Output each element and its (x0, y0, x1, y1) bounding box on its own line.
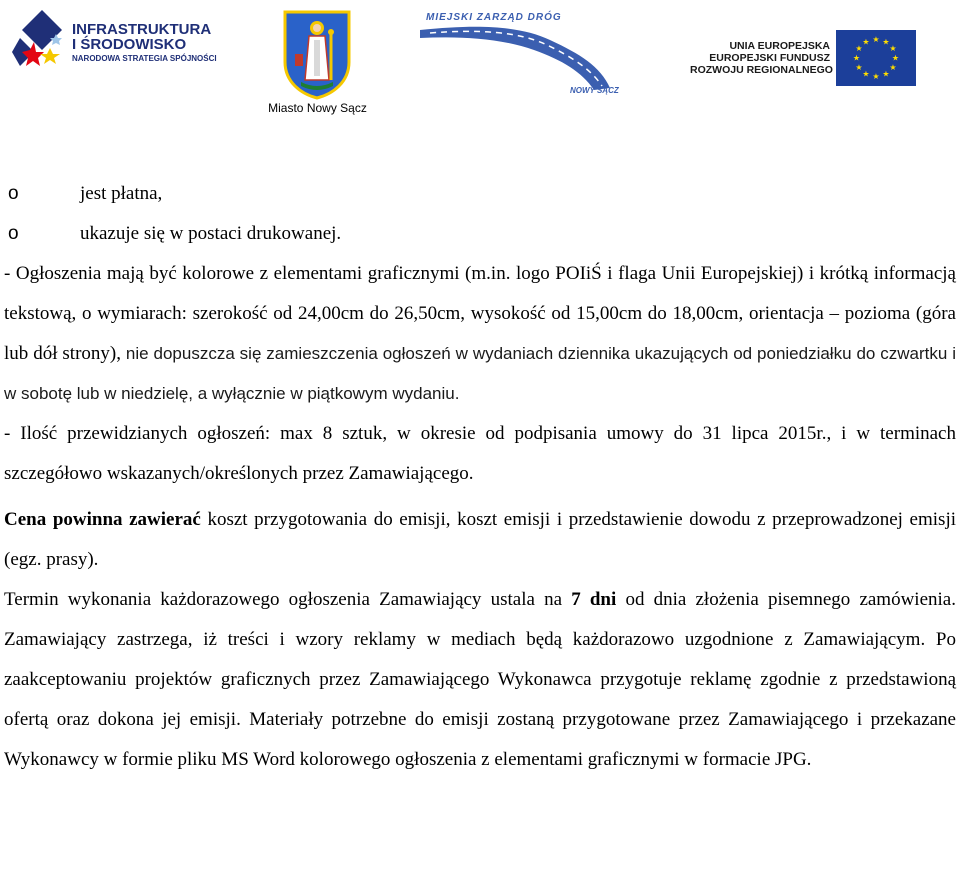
document-body (4, 174, 956, 780)
paragraph-ad-requirements-serif: - Ogłoszenia mają być kolorowe z elementami graficznymi (m.in. logo POIiŚ i flaga Unii Europejskiej) i krótką informacją tekstową, o wymiarach: szerokość od 24,00cm do 26,50cm, wysokość od 15,00cm do 18,00cm, orientacja – pozioma (góra lub dół strony), (4, 263, 956, 364)
mzd-logo-top: MIEJSKI ZARZĄD DRÓG (426, 12, 562, 23)
paragraph-ad-requirements-sans: nie dopuszcza się zamieszczenia ogłoszeń w wydaniach dziennika ukazujących od poniedziałku do czwartku i w sobotę lub w niedzielę, a wyłącznie w piątkowym wydaniu. (4, 344, 956, 403)
poiis-emblem-icon (12, 8, 68, 70)
city-crest-icon (283, 10, 351, 100)
svg-text:★: ★ (882, 37, 890, 47)
svg-text:★: ★ (891, 53, 900, 63)
list-item-text: ukazuje się w postaci drukowanej. (80, 223, 342, 244)
list-item (4, 174, 956, 214)
svg-text:★: ★ (862, 69, 870, 79)
svg-text:★: ★ (882, 69, 890, 79)
svg-text:★: ★ (872, 72, 880, 81)
svg-text:★: ★ (889, 44, 897, 53)
price-bold: Cena powinna zawierać (4, 509, 201, 530)
svg-text:★: ★ (872, 35, 880, 44)
paragraph-deadline (4, 580, 956, 780)
deadline-before: Termin wykonania każdorazowego ogłoszenia Zamawiający ustala na (4, 589, 572, 610)
svg-text:★: ★ (855, 44, 863, 53)
paragraph-ad-requirements (4, 254, 956, 414)
eu-logo-line1: UNIA EUROPEJSKA (729, 40, 830, 52)
svg-text:★: ★ (862, 37, 870, 47)
poiis-logo-line3: NARODOWA STRATEGIA SPÓJNOŚCI (72, 54, 217, 63)
city-caption: Miasto Nowy Sącz (268, 101, 367, 115)
eu-flag-icon (836, 30, 916, 86)
eu-logo-line3: ROZWOJU REGIONALNEGO (690, 64, 833, 76)
price-rest: koszt przygotowania do emisji, koszt emisji i przedstawienie dowodu z przeprowadzonej emisji (egz. prasy). (4, 509, 956, 570)
eu-logo-line2: EUROPEJSKI FUNDUSZ (709, 52, 830, 64)
svg-text:★: ★ (852, 53, 861, 63)
city-crest-logo (283, 10, 351, 100)
list-item (4, 214, 956, 254)
mzd-logo (410, 6, 630, 100)
svg-text:★: ★ (855, 63, 863, 72)
deadline-bold: 7 dni (571, 589, 617, 610)
eu-logo (690, 30, 930, 90)
list-item-text: jest płatna, (80, 183, 163, 204)
mzd-logo-bottom: NOWY SĄCZ (570, 86, 619, 95)
poiis-logo (12, 8, 217, 70)
bullet-marker: o (8, 183, 19, 204)
paragraph-ad-count: - Ilość przewidzianych ogłoszeń: max 8 sztuk, w okresie od podpisania umowy do 31 lipca 2015r., i w terminach szczegółowo wskazanych/określonych przez Zamawiającego. (4, 423, 956, 484)
svg-text:★: ★ (889, 63, 897, 72)
paragraph-price (4, 500, 956, 580)
poiis-logo-line2: I ŚRODOWISKO (72, 36, 187, 53)
deadline-after: od dnia złożenia pisemnego zamówienia. Zamawiający zastrzega, iż treści i wzory reklamy w mediach będą każdorazowo uzgodnione z Zamawiającym. Po zaakceptowaniu projektów graficznych przez Zamawiającego Wykonawca przygotuje reklamę zgodnie z przedstawioną ofertą oraz dokona jej emisji. Materiały potrzebne do emisji zostaną przygotowane przez Zamawiającego i przekazane Wykonawcy w formie pliku MS Word kolorowego ogłoszenia z elementami graficznymi w formacie JPG. (4, 589, 956, 770)
poiis-logo-line1: INFRASTRUKTURA (72, 21, 212, 38)
bullet-marker: o (8, 223, 19, 244)
